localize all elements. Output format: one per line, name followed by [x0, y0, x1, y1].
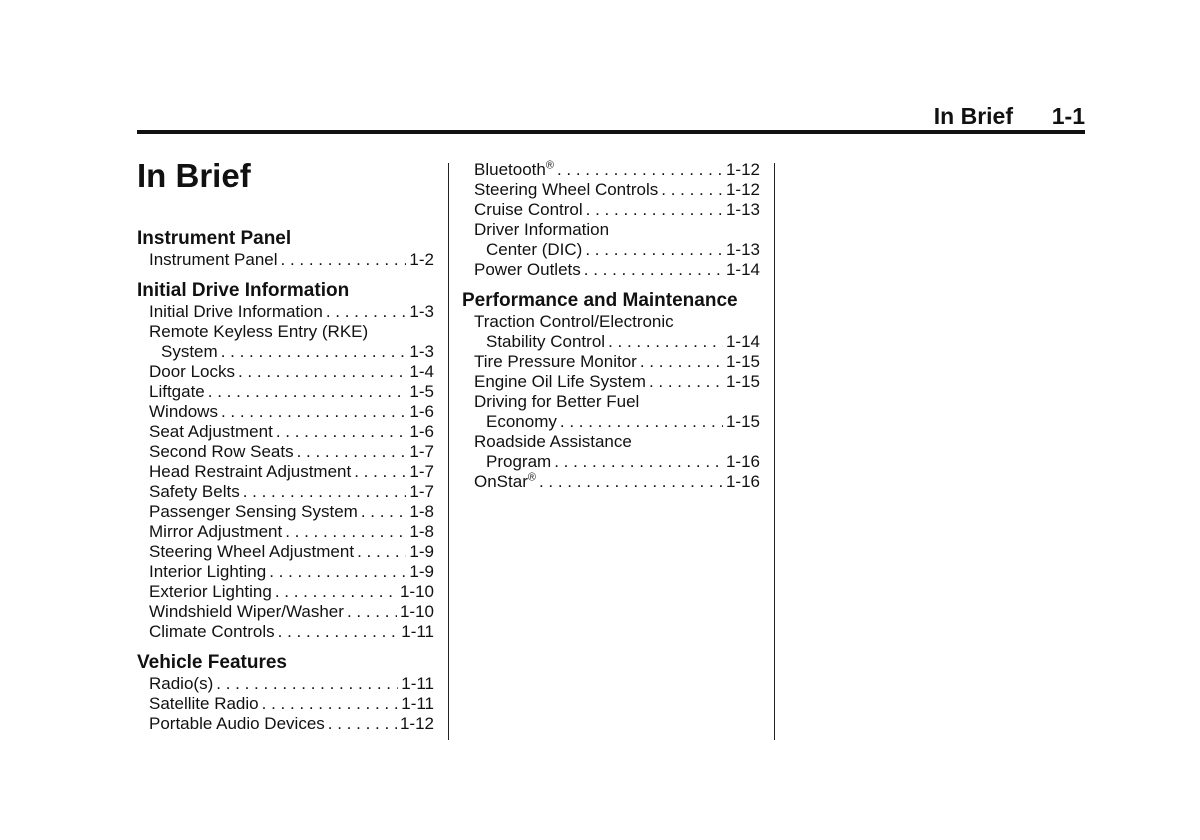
toc-entry-label: Cruise Control [474, 200, 583, 219]
dot-leader [208, 382, 407, 402]
toc-entry-title [474, 200, 583, 220]
toc-entry-label: Windows [149, 402, 218, 421]
toc-entry-label: Bluetooth [474, 160, 546, 179]
toc-entry-title [486, 240, 582, 260]
dot-leader [221, 342, 407, 362]
toc-entry-title [149, 622, 275, 642]
toc-entry-row [137, 362, 434, 382]
toc-entry-row [462, 180, 760, 200]
toc-entry-row [137, 582, 434, 602]
toc-entry-row [137, 462, 434, 482]
toc-page-number: 1-14 [725, 332, 760, 351]
toc-page-number: 1-2 [409, 250, 434, 269]
header-section-name: In Brief [933, 103, 1013, 129]
toc-page-number: 1-6 [409, 402, 434, 421]
toc-entry-title [149, 302, 323, 322]
toc-entry-title [149, 714, 325, 734]
toc-page-number: 1-4 [409, 362, 434, 381]
toc-entry-title [149, 422, 273, 442]
toc-entry[interactable] [137, 382, 434, 402]
toc-entry[interactable] [462, 392, 760, 432]
toc-page-number: 1-10 [399, 582, 434, 601]
dot-leader [584, 260, 723, 280]
toc-entry-row [462, 412, 760, 432]
dot-leader [554, 452, 723, 472]
toc-entry[interactable] [137, 502, 434, 522]
toc-entry-label: Second Row Seats [149, 442, 294, 461]
dot-leader [243, 482, 407, 502]
toc-page-number: 1-13 [725, 240, 760, 259]
toc-entry[interactable] [137, 482, 434, 502]
toc-entry-title [149, 402, 218, 422]
toc-entry-title [149, 674, 213, 694]
toc-entry-title [149, 562, 266, 582]
toc-entry-title [486, 412, 557, 432]
toc-page-number: 1-7 [409, 482, 434, 501]
toc-entry[interactable] [137, 522, 434, 542]
toc-page-number: 1-6 [409, 422, 434, 441]
toc-entry-title [474, 472, 536, 492]
toc-entry-label: Windshield Wiper/Washer [149, 602, 344, 621]
toc-entry[interactable] [462, 260, 760, 280]
toc-column-right [462, 160, 760, 492]
toc-entry-title [149, 482, 240, 502]
toc-page-number: 1-8 [409, 522, 434, 541]
toc-entry-row [462, 472, 760, 492]
toc-entry[interactable] [462, 372, 760, 392]
toc-entry-title [474, 160, 554, 180]
toc-entry-label: Steering Wheel Adjustment [149, 542, 355, 561]
toc-page-number: 1-10 [399, 602, 434, 621]
header-page-number: 1-1 [1051, 103, 1085, 129]
dot-leader [328, 714, 397, 734]
toc-entry-label: Door Locks [149, 362, 235, 381]
dot-leader [216, 674, 398, 694]
toc-entry-title [149, 362, 235, 382]
toc-entry-row [137, 382, 434, 402]
toc-entry[interactable] [462, 200, 760, 220]
toc-entry-row [462, 260, 760, 280]
toc-entry-label: Instrument Panel [149, 250, 278, 269]
toc-entry-label: Tire Pressure Monitor [474, 352, 637, 371]
toc-entry[interactable] [462, 160, 760, 180]
toc-entry-label: Radio(s) [149, 674, 214, 693]
dot-leader [347, 602, 397, 622]
toc-entry[interactable] [137, 442, 434, 462]
toc-entry[interactable] [462, 432, 760, 472]
dot-leader [640, 352, 723, 372]
toc-entry-label: Head Restraint Adjustment [149, 462, 352, 481]
dot-leader [326, 302, 407, 322]
toc-page-number: 1-12 [399, 714, 434, 733]
toc-page-number: 1-3 [409, 342, 434, 361]
toc-page-number: 1-16 [725, 452, 760, 471]
toc-entry-label: Initial Drive Information [149, 302, 323, 321]
toc-entry[interactable] [137, 602, 434, 622]
dot-leader [285, 522, 406, 542]
toc-entry[interactable] [137, 542, 434, 562]
toc-entry[interactable] [137, 402, 434, 422]
dot-leader [649, 372, 723, 392]
toc-entry-title [149, 442, 294, 462]
toc-entry[interactable] [137, 694, 434, 714]
dot-leader [557, 160, 723, 180]
toc-entry-row [137, 302, 434, 322]
toc-entry-label: Passenger Sensing System [149, 502, 358, 521]
toc-entry-label: Safety Belts [149, 482, 240, 501]
toc-entry[interactable] [137, 622, 434, 642]
registered-mark: ® [545, 159, 554, 172]
toc-entry[interactable] [137, 674, 434, 694]
dot-leader [586, 200, 723, 220]
toc-entry[interactable] [137, 422, 434, 442]
toc-page-number: 1-15 [725, 372, 760, 391]
toc-entry-line: Driving for Better Fuel [474, 392, 640, 411]
dot-leader [275, 582, 397, 602]
dot-leader [608, 332, 723, 352]
toc-page-number: 1-16 [725, 472, 760, 491]
toc-column-left [137, 228, 434, 734]
toc-group-title: Instrument Panel [137, 228, 292, 249]
toc-entry-row [137, 622, 434, 642]
toc-page-number: 1-15 [725, 352, 760, 371]
toc-entry-line: Roadside Assistance [474, 432, 632, 451]
toc-entry-row [462, 332, 760, 352]
toc-group-title: Vehicle Features [137, 652, 287, 673]
toc-entry-label: Engine Oil Life System [474, 372, 646, 391]
toc-entry-label: Exterior Lighting [149, 582, 272, 601]
running-header [137, 100, 1085, 134]
toc-entry-title [474, 180, 658, 200]
toc-entry-title [149, 462, 351, 482]
toc-entry-title [149, 582, 272, 602]
toc-entry-line: Traction Control/Electronic [474, 312, 674, 331]
toc-entry-row [137, 422, 434, 442]
toc-entry-row [137, 714, 434, 734]
toc-page-number: 1-12 [725, 180, 760, 199]
dot-leader [221, 402, 406, 422]
toc-page-number: 1-12 [725, 160, 760, 179]
toc-page-number: 1-11 [401, 622, 434, 641]
toc-entry-row [137, 502, 434, 522]
dot-leader [661, 180, 723, 200]
toc-entry[interactable] [137, 250, 434, 270]
toc-page-number: 1-9 [409, 562, 434, 581]
dot-leader [585, 240, 723, 260]
toc-entry-row [137, 250, 434, 270]
toc-entry-title [149, 542, 354, 562]
toc-entry-row [137, 602, 434, 622]
toc-entry-row [462, 352, 760, 372]
dot-leader [539, 472, 723, 492]
dot-leader [276, 422, 407, 442]
toc-page-number: 1-5 [409, 382, 434, 401]
toc-entry-label: Seat Adjustment [149, 422, 273, 441]
toc-entry-row [137, 694, 434, 714]
toc-entry-label: Center (DIC) [486, 240, 583, 259]
toc-entry-row [462, 200, 760, 220]
toc-page-number: 1-14 [725, 260, 760, 279]
toc-entry-row [462, 240, 760, 260]
column-divider [774, 163, 775, 740]
toc-page-number: 1-8 [409, 502, 434, 521]
toc-entry-row [462, 452, 760, 472]
toc-entry-label: Economy [486, 412, 557, 431]
toc-page-number: 1-15 [725, 412, 760, 431]
toc-entry-title [149, 250, 278, 270]
toc-entry[interactable] [462, 352, 760, 372]
toc-entry-row [137, 522, 434, 542]
toc-entry-label: System [161, 342, 218, 361]
toc-page-number: 1-11 [401, 674, 434, 693]
toc-group-title: Initial Drive Information [137, 280, 350, 301]
toc-entry-label: Mirror Adjustment [149, 522, 283, 541]
toc-page-number: 1-11 [401, 694, 434, 713]
toc-entry-label: Interior Lighting [149, 562, 267, 581]
toc-entry-label: Climate Controls [149, 622, 275, 641]
toc-page-number: 1-7 [409, 442, 434, 461]
dot-leader [281, 250, 407, 270]
toc-entry-label: Steering Wheel Controls [474, 180, 659, 199]
toc-entry[interactable] [462, 312, 760, 352]
toc-group-title: Performance and Maintenance [462, 290, 738, 311]
toc-entry[interactable] [137, 562, 434, 582]
column-divider [448, 163, 449, 740]
toc-entry[interactable] [137, 582, 434, 602]
toc-entry-label: OnStar [474, 472, 528, 491]
dot-leader [357, 542, 406, 562]
toc-entry-title [161, 342, 218, 362]
toc-entry-row [137, 674, 434, 694]
toc-entry[interactable] [137, 322, 434, 362]
toc-entry-row [462, 160, 760, 180]
dot-leader [361, 502, 407, 522]
dot-leader [354, 462, 406, 482]
toc-entry-title [149, 502, 358, 522]
toc-entry-label: Portable Audio Devices [149, 714, 325, 733]
toc-entry-row [137, 442, 434, 462]
toc-entry-title [149, 694, 259, 714]
toc-entry[interactable] [137, 462, 434, 482]
toc-page-number: 1-7 [409, 462, 434, 481]
toc-page-number: 1-9 [409, 542, 434, 561]
toc-entry-label: Liftgate [149, 382, 205, 401]
toc-entry-row [137, 562, 434, 582]
toc-entry-row [137, 342, 434, 362]
toc-entry[interactable] [137, 302, 434, 322]
toc-entry-title [474, 372, 646, 392]
toc-entry-label: Satellite Radio [149, 694, 259, 713]
toc-entry-title [486, 452, 551, 472]
registered-mark: ® [527, 471, 536, 484]
toc-entry-row [462, 372, 760, 392]
dot-leader [262, 694, 399, 714]
toc-entry-row [137, 482, 434, 502]
toc-entry[interactable] [462, 180, 760, 200]
toc-entry[interactable] [462, 220, 760, 260]
dot-leader [278, 622, 399, 642]
toc-entry-title [149, 522, 282, 542]
toc-entry-title [486, 332, 605, 352]
dot-leader [560, 412, 723, 432]
toc-entry-line: Driver Information [474, 220, 610, 239]
toc-entry[interactable] [137, 714, 434, 734]
toc-entry-title [474, 352, 637, 372]
toc-entry-label: Program [486, 452, 552, 471]
toc-entry-label: Stability Control [486, 332, 606, 351]
toc-entry-row [137, 542, 434, 562]
toc-entry[interactable] [137, 362, 434, 382]
toc-entry-label: Power Outlets [474, 260, 581, 279]
dot-leader [238, 362, 406, 382]
page-title: In Brief [137, 157, 251, 194]
toc-entry[interactable] [462, 472, 760, 492]
toc-entry-title [149, 382, 205, 402]
toc-entry-line: Remote Keyless Entry (RKE) [149, 322, 369, 341]
toc-page-number: 1-13 [725, 200, 760, 219]
dot-leader [297, 442, 407, 462]
toc-entry-row [137, 402, 434, 422]
dot-leader [269, 562, 406, 582]
toc-entry-title [149, 602, 344, 622]
toc-page-number: 1-3 [409, 302, 434, 321]
toc-entry-title [474, 260, 581, 280]
